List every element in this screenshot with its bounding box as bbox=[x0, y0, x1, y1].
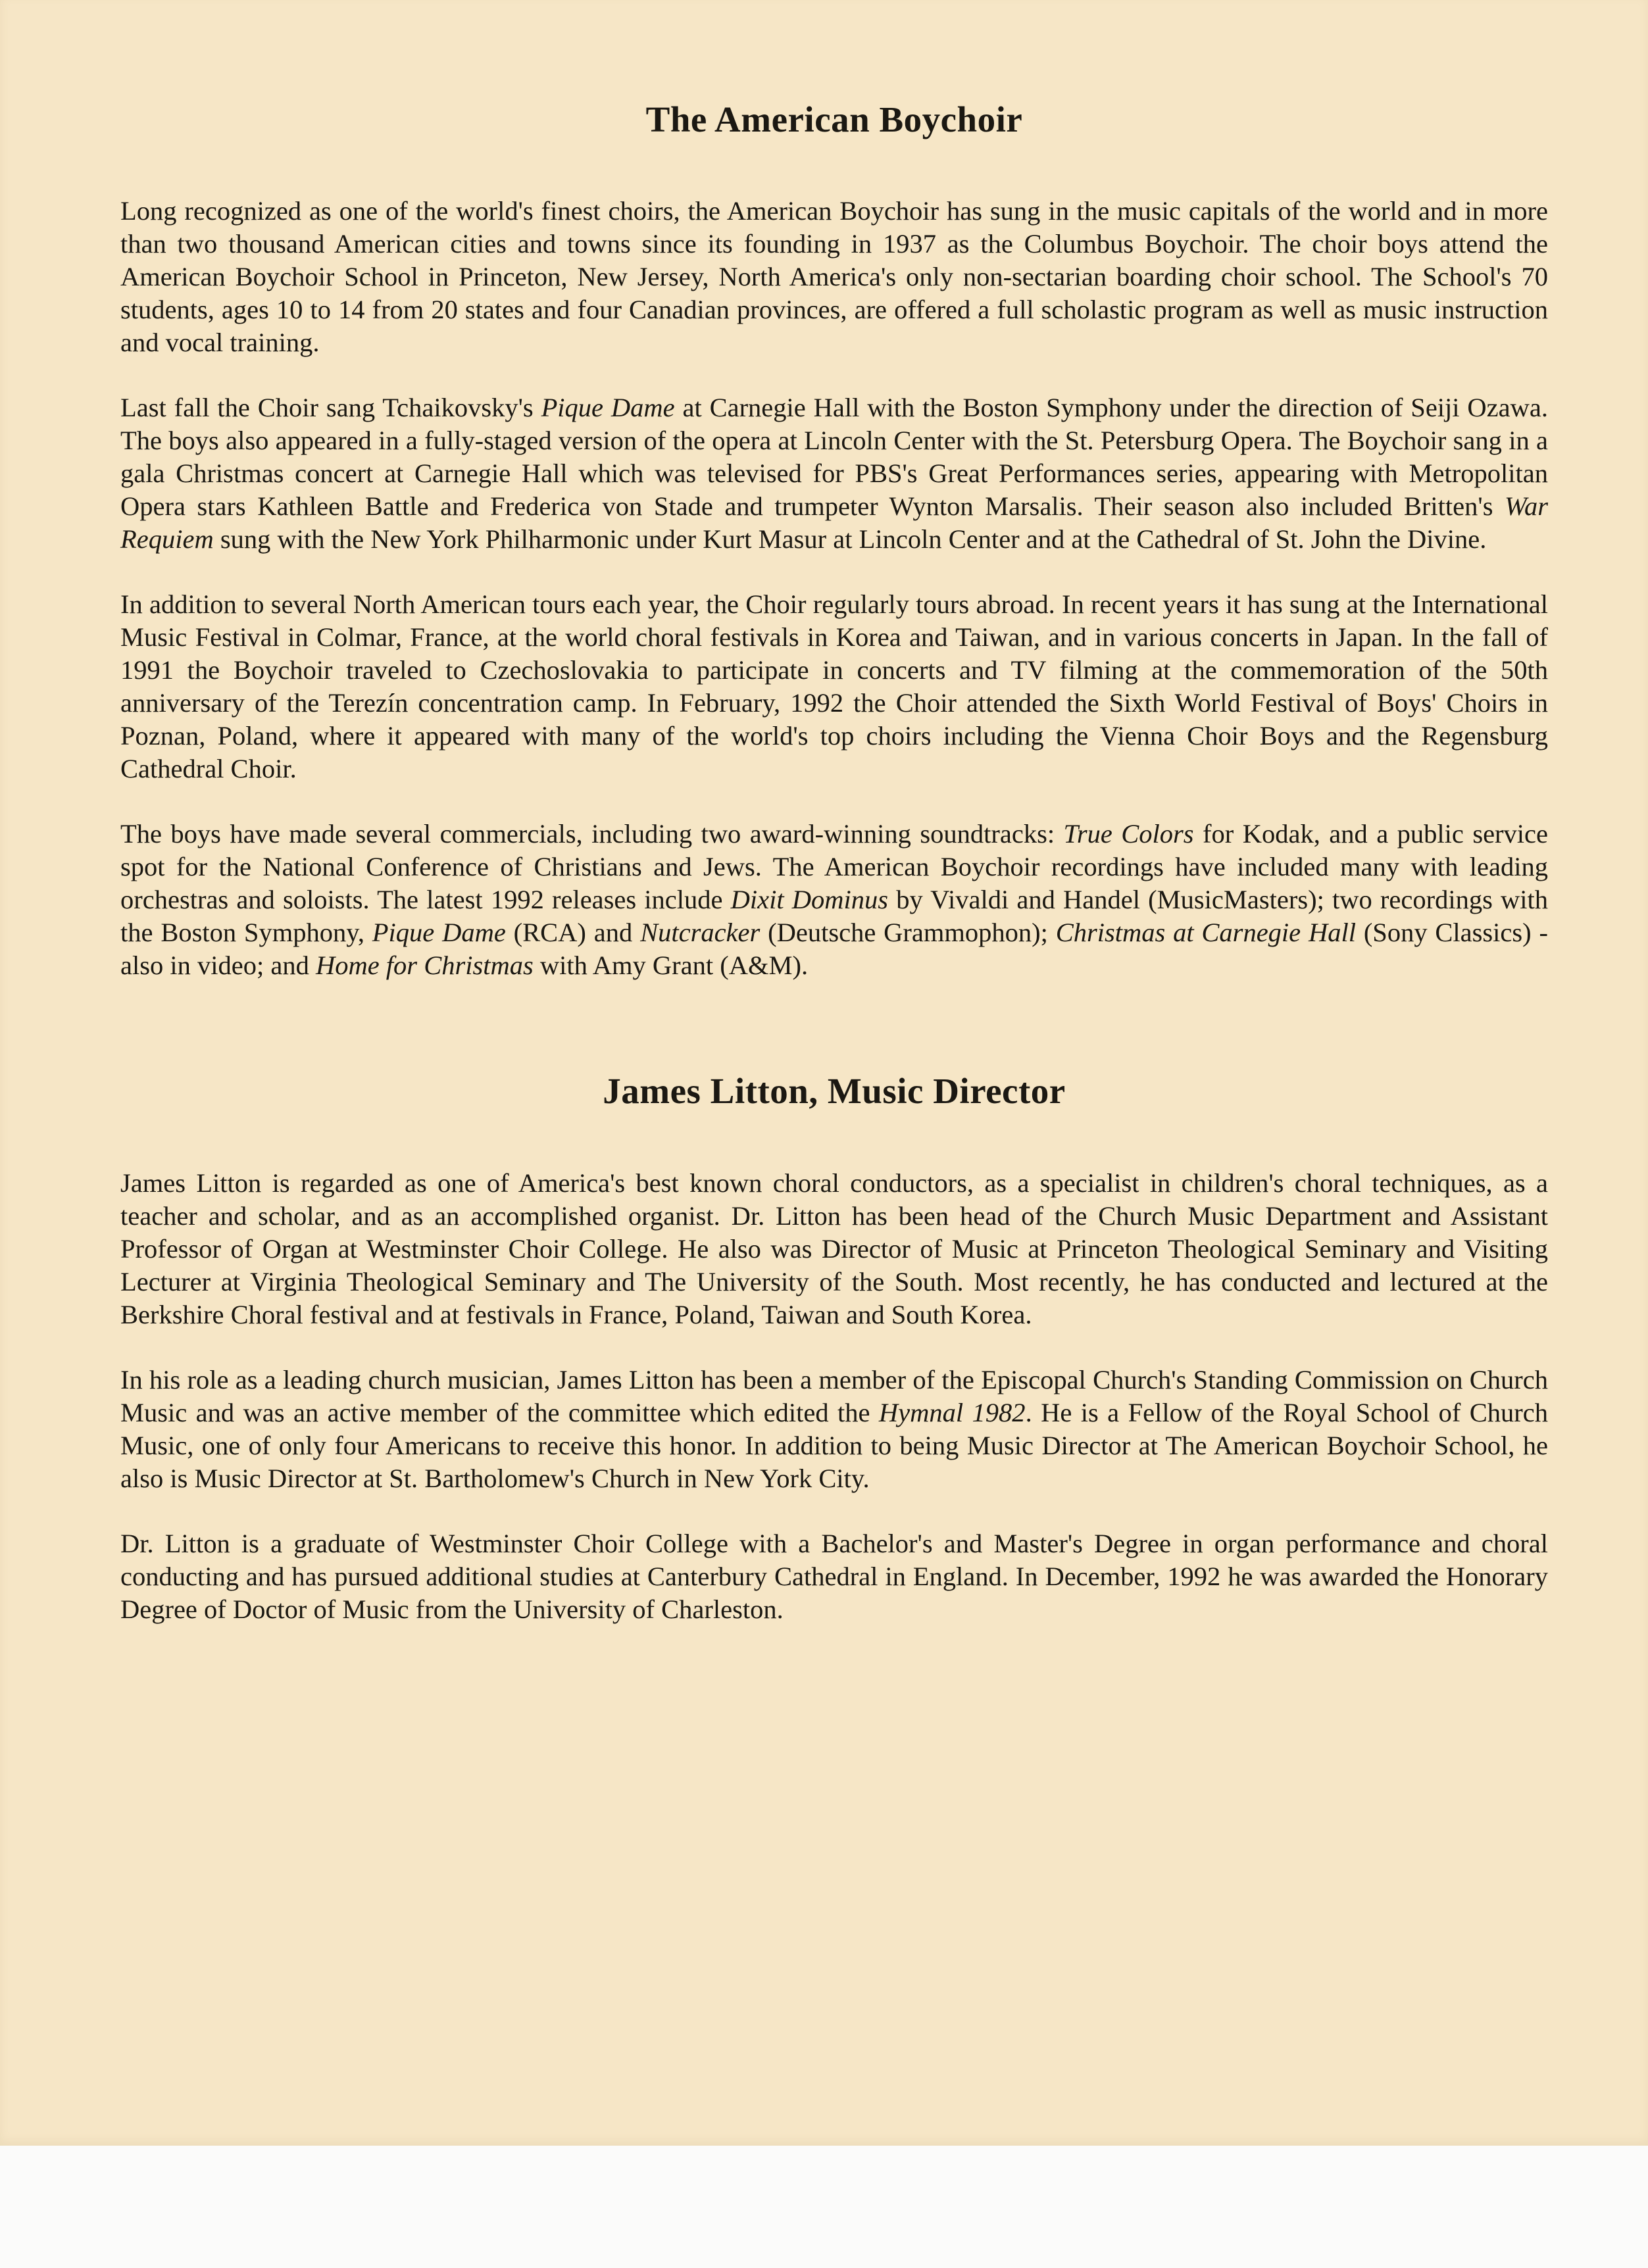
section-title-american-boychoir: The American Boychoir bbox=[645, 99, 1023, 139]
paragraph-tours-abroad bbox=[120, 588, 1548, 785]
section-title-james-litton: James Litton, Music Director bbox=[603, 1071, 1066, 1112]
italic-title-text: Christmas at Carnegie Hall bbox=[1055, 918, 1356, 948]
italic-title-text: Dixit Dominus bbox=[730, 885, 889, 915]
paragraph-litton-education bbox=[120, 1527, 1548, 1626]
italic-title-text: True Colors bbox=[1063, 819, 1194, 849]
paragraph-text: at Carnegie Hall with the Boston Symphony under the direction of Seiji Ozawa. The boys also appeared in a fully-staged version of the opera at Lincoln Center with the St. Petersburg Opera. The Boychoir sang in a gala Christmas concert at Carnegie Hall which was televised for PBS's Great Performances series, appearing with Metropolitan Opera stars Kathleen Battle and Frederica von Stade and trumpeter Wynton Marsalis. Their season also included Britten's bbox=[120, 393, 1548, 522]
paragraph-litton-church-music bbox=[120, 1364, 1548, 1495]
paragraph-text: (Deutsche Grammophon); bbox=[760, 918, 1056, 948]
italic-title-text: Pique Dame bbox=[372, 918, 506, 948]
paragraph-text: James Litton is regarded as one of America's best known choral conductors, as a specialist in children's choral techniques, as a teacher and scholar, and as an accomplished organist. Dr. Litton has been head of the Church Music Department and Assistant Professor of Organ at Westminster Choir College. He also was Director of Music at Princeton Theological Seminary and Visiting Lecturer at Virginia Theological Seminary and The University of the South. Most recently, he has conducted and lectured at the Berkshire Choral festival and at festivals in France, Poland, Taiwan and South Korea. bbox=[120, 1168, 1548, 1329]
paragraph-text: for Kodak, and a public service spot for the National Conference of Christians and Jews. The American Boychoir recordings have included many with leading orchestras and soloists. The latest 1992 releases include bbox=[120, 819, 1549, 915]
paragraph-text: (Sony Classics) - also in video; and bbox=[120, 918, 1548, 981]
paragraph-text: Dr. Litton is a graduate of Westminster Choir College with a Bachelor's and Master's Degree in organ performance and choral conducting and has pursued additional studies at Canterbury Cathedral in England. In December, 1992 he was awarded the Honorary Degree of Doctor of Music from the University of Charleston. bbox=[120, 1528, 1548, 1624]
italic-title-text: War Requiem bbox=[120, 491, 1548, 555]
paragraph-text: Last fall the Choir sang Tchaikovsky's bbox=[120, 393, 541, 423]
paragraph-text: Long recognized as one of the world's finest choirs, the American Boychoir has sung in the music capitals of the world and in more than two thousand American cities and towns since its founding in 1937 as the Columbus Boychoir. The choir boys attend the American Boychoir School in Princeton, New Jersey, North America's only non-sectarian boarding choir school. The School's 70 students, ages 10 to 14 from 20 states and four Canadian provinces, are offered a full scholastic program as well as music instruction and vocal training. bbox=[120, 196, 1548, 358]
paragraph-text: In addition to several North American tours each year, the Choir regularly tours abroad. In recent years it has sung at the International Music Festival in Colmar, France, at the world choral festivals in Korea and Taiwan, and in various concerts in Japan. In the fall of 1991 the Boychoir traveled to Czechoslovakia to participate in concerts and TV filming at the commemoration of the 50th anniversary of the Terezín concentration camp. In February, 1992 the Choir attended the Sixth World Festival of Boys' Choirs in Poznan, Poland, where it appeared with many of the world's top choirs including the Vienna Choir Boys and the Regensburg Cathedral Choir. bbox=[120, 589, 1548, 784]
scan-background bbox=[0, 2146, 1648, 2268]
paragraph-text: (RCA) and bbox=[505, 918, 641, 948]
document-page bbox=[120, 99, 1548, 1626]
paragraph-text: The boys have made several commercials, including two award-winning soundtracks: bbox=[120, 819, 1064, 849]
paragraph-text: In his role as a leading church musician, James Litton has been a member of the Episcopal Church's Standing Commission on Church Music and was an active member of the committee which edited the bbox=[120, 1364, 1548, 1427]
paragraph-text: with Amy Grant (A&M). bbox=[533, 950, 809, 981]
paragraph-text: by Vivaldi and Handel (MusicMasters); two recordings with the Boston Symphony, bbox=[120, 885, 1548, 948]
paragraph-litton-career bbox=[120, 1167, 1548, 1331]
paragraph-text: sung with the New York Philharmonic under Kurt Masur at Lincoln Center and at the Cathedral of St. John the Divine. bbox=[213, 524, 1487, 555]
paragraph-recordings bbox=[120, 818, 1548, 982]
paragraph-last-fall-season bbox=[120, 391, 1548, 556]
paragraph-text: . He is a Fellow of the Royal School of Church Music, one of only four Americans to receive this honor. In addition to being Music Director at The American Boychoir School, he also is Music Director at St. Bartholomew's Church in New York City. bbox=[120, 1397, 1549, 1493]
paragraph-boychoir-history bbox=[120, 195, 1548, 359]
italic-title-text: Home for Christmas bbox=[315, 950, 534, 981]
italic-title-text: Nutcracker bbox=[640, 918, 761, 948]
italic-title-text: Hymnal 1982 bbox=[878, 1397, 1026, 1427]
italic-title-text: Pique Dame bbox=[541, 393, 675, 423]
